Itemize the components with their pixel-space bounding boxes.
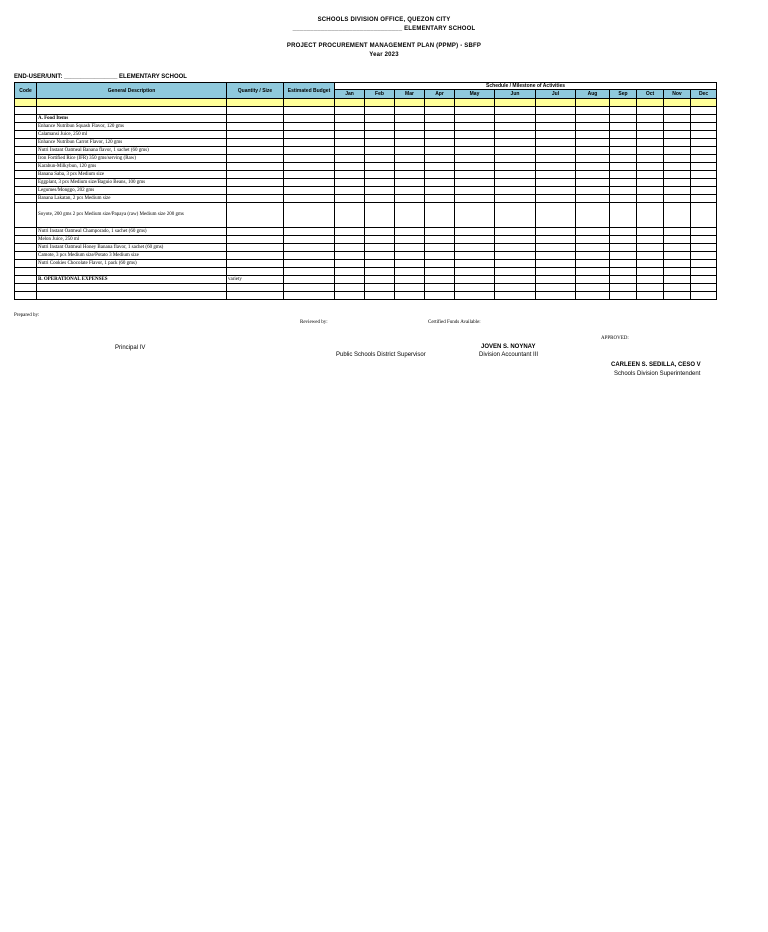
accountant-title: Division Accountant III	[479, 352, 539, 358]
col-description-header: General Description	[37, 83, 227, 99]
month-header: Nov	[664, 90, 691, 99]
table-row	[15, 260, 717, 268]
month-header: Mar	[395, 90, 425, 99]
reviewed-by-label: Reviewed by:	[300, 320, 328, 325]
principal-title: Principal IV	[115, 345, 146, 351]
prepared-by-label: Prepared by:	[14, 313, 40, 318]
table-row	[15, 163, 717, 171]
table-row	[15, 268, 717, 276]
table-row	[15, 187, 717, 195]
month-header: Dec	[691, 90, 717, 99]
col-quantity-header: Quantity / Size	[227, 83, 284, 99]
school-title: _______________________________ ELEMENTARY SCHOOL	[292, 26, 476, 32]
table-row	[15, 139, 717, 147]
col-code-header: Code	[15, 83, 37, 99]
food-item-description: Camote, 3 pcs Medium size/Potato 3 Medium size	[37, 252, 227, 260]
table-row	[15, 179, 717, 187]
supervisor-title: Public Schools District Supervisor	[336, 352, 426, 358]
superintendent-name: CARLEEN S. SEDILLA, CESO V	[611, 362, 701, 368]
schedule-header: Schedule / Milestone of Activities	[335, 83, 717, 90]
table-row	[15, 99, 717, 107]
superintendent-title: Schools Division Superintendent	[614, 371, 701, 377]
table-row	[15, 252, 717, 260]
food-item-description: Soyote, 200 gms 2 pcs Medium size/Papaya (raw) Medium size 200 gms	[37, 203, 227, 228]
office-title: SCHOOLS DIVISION OFFICE, QUEZON CITY	[317, 17, 451, 23]
food-item-description: Nutri Instant Oatmeal Champorado, 1 sachet (60 gms)	[37, 228, 227, 236]
food-item-description: Nutri Instant Oatmeal Banana flavor, 1 sachet (60 gms)	[37, 147, 227, 155]
table-row	[15, 284, 717, 292]
table-row	[15, 107, 717, 115]
table-row	[15, 131, 717, 139]
certified-funds-label: Certified Funds Available:	[428, 320, 481, 325]
food-item-description: Eggplant, 3 pcs Medium size/Baguio Beans, 100 gms	[37, 179, 227, 187]
section-a-label: A. Food Items	[37, 115, 227, 123]
month-header: Apr	[425, 90, 455, 99]
food-item-description: Karabun-Milkybun, 120 gms	[37, 163, 227, 171]
section-b-row	[15, 276, 717, 284]
month-header: Jan	[335, 90, 365, 99]
table-row	[15, 244, 717, 252]
table-row	[15, 171, 717, 179]
food-item-description: Enhance Nutribun Carrot Flavor, 120 gms	[37, 139, 227, 147]
month-header: Jun	[495, 90, 536, 99]
food-item-description: Nutri Instant Oatmeal Honey Banana flavor, 1 sachet (60 gms)	[37, 244, 227, 252]
table-row	[15, 123, 717, 131]
month-header: Sep	[610, 90, 637, 99]
month-header: May	[455, 90, 495, 99]
table-row	[15, 203, 717, 228]
table-row	[15, 236, 717, 244]
approved-label: APPROVED:	[601, 336, 629, 341]
section-a-row	[15, 115, 717, 123]
accountant-name: JOVEN S. NOYNAY	[481, 344, 536, 350]
food-item-description: Banana Lakatan, 2 pcs Medium size	[37, 195, 227, 203]
col-budget-header: Estimated Budget	[284, 83, 335, 99]
table-row	[15, 147, 717, 155]
end-user-label: END-USER/UNIT: ________________ ELEMENTARY SCHOOL	[14, 74, 187, 80]
plan-title: PROJECT PROCUREMENT MANAGEMENT PLAN (PPMP) - SBFP	[286, 43, 482, 49]
table-row	[15, 292, 717, 300]
food-item-description: Banana Saba, 3 pcs Medium size	[37, 171, 227, 179]
food-item-description: Iron Fortified Rice (IFR) 350 gms/serving (Raw)	[37, 155, 227, 163]
month-header: Aug	[576, 90, 610, 99]
table-row	[15, 155, 717, 163]
month-header: Jul	[536, 90, 576, 99]
food-item-description: Enhance Nutribun Squash Flavor, 120 gms	[37, 123, 227, 131]
table-row	[15, 195, 717, 203]
food-item-description: Legumes/Monggo, 202 gms	[37, 187, 227, 195]
ppmp-table	[14, 82, 717, 300]
food-item-description: Nutri Cookies Chocolate Flavor, 1 pack (60 gms)	[37, 260, 227, 268]
month-header: Oct	[637, 90, 664, 99]
plan-year: Year 2023	[369, 52, 399, 58]
food-item-description: Calamansi Juice, 250 ml	[37, 131, 227, 139]
month-header: Feb	[365, 90, 395, 99]
table-row	[15, 228, 717, 236]
food-item-description: Melon Juice, 250 ml	[37, 236, 227, 244]
section-b-label: B. OPERATIONAL EXPENSES	[37, 276, 227, 284]
section-b-quantity: variety	[227, 276, 284, 284]
